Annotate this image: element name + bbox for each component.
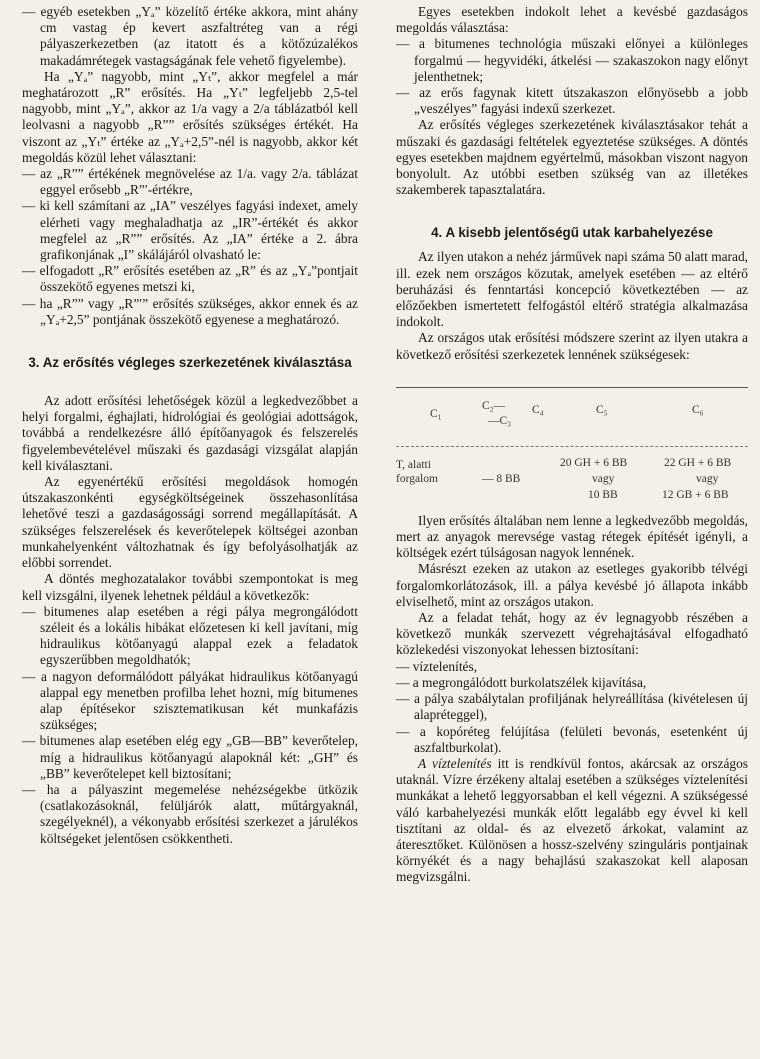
paragraph: Egyes esetekben indokolt lehet a kevésbé gazdaságos megoldás választása: xyxy=(396,4,748,36)
section-heading: 3. Az erősítés végleges szerkezetének kiválasztása xyxy=(28,355,352,371)
cell-c5: vagy xyxy=(592,472,615,485)
table-header xyxy=(396,388,748,446)
cell-c6: 12 GB + 6 BB xyxy=(662,488,729,501)
paragraph: Az a feladat tehát, hogy az év legnagyobb részében a következő munkák szervezett végrehajtásával elfogadható közlekedési viszonyokat lehessen biztosítani: xyxy=(396,610,748,658)
paragraph: Az erősítés végleges szerkezetének kiválasztásakor tehát a műszaki és gazdasági feltételek egyeztetése szükséges. A döntés egyes esetekben majdnem egyértelmű, másokban viszont nagyon bonyolult. Az utóbbi esetben szükség van az illetékes szakemberek tapasztalatára. xyxy=(396,117,748,198)
paragraph: Az adott erősítési lehetőségek közül a legkedvezőbbet a helyi forgalmi, éghajlati, hidrológiai és geológiai adottságok, továbbá a rendelkezésre álló építőanyagok és felszerelés figyelembevételével műszaki és gazdasági vizsgálat alapján kell kiválasztani. xyxy=(22,393,358,473)
list-item: — a pálya szabálytalan profiljának helyreállítása (kivételesen új alapréteggel), xyxy=(396,691,748,723)
header-c6: C₆ xyxy=(692,403,704,416)
list-item: — víztelenítés, xyxy=(396,658,478,674)
list-item: — a bitumenes technológia műszaki előnyei a különleges forgalmú — hegyvidéki, átkelési — szakaszokon nagy előnyt jelenthetnek; xyxy=(396,36,748,84)
cell-c6: vagy xyxy=(696,472,719,485)
header-c1: C₁ xyxy=(430,407,442,420)
paragraph: A döntés meghozatalakor további szempontokat is meg kell vizsgálni, ilyenek lehetnek például a következők: xyxy=(22,571,358,603)
paragraph: Az ilyen utakon a nehéz járművek napi száma 50 alatt marad, ill. ezek nem országos közutak, amelyek esetében — az eltérő beruházási és fenntartási koncepció következtében — az előzőekben ismertetett felfogástól eltérő stratégia alkalmazása indokolt. xyxy=(396,249,748,330)
list-item: — az erős fagynak kitett útszakaszon előnyösebb a jobb „veszélyes” fagyási indexű szerkezet. xyxy=(396,85,748,117)
list-item: — ki kell számítani az „IA” veszélyes fagyási indexet, amely elérheti vagy meghaladhatja az „IR”-értékét és akkor megfelel az „R”” erősítés. Az „IA” értéke a 2. ábra grafikonjának „I” skálájáról olvasható le: xyxy=(22,198,358,263)
list-item: — bitumenes alap esetében elég egy „GB—BB” keverőtelep, míg a hidraulikus kötőanyagú alapoknál két: „GH” és „BB” keverőtelepet kell biztosítani; xyxy=(22,733,358,781)
list-item: — ha „R”” vagy „R”′” erősítés szükséges, akkor ennek és az „Yₐ+2,5” pontjának összekötő egyenese a meghatározó. xyxy=(22,295,358,327)
list-item: — a kopóréteg felújítása (felületi bevonás, esetenként új aszfaltburkolat). xyxy=(396,723,748,755)
list-item: — elfogadott „R” erősítés esetében az „R” és az „Yₐ”pontjait összekötő egyenes metszi ki, xyxy=(22,263,358,295)
list-item: — bitumenes alap esetében a régi pálya megrongálódott széleit és a lokális hibákat előzetesen ki kell javítani, míg hidraulikus kötőanyagú alappal ezek a feladatok egyszerűbben megoldhatók; xyxy=(22,603,358,668)
header-c3: —C₃ xyxy=(488,414,512,427)
list-item: — ha a pályaszint megemelése nehézségekbe ütközik (csatlakozásoknál, felüljárók alatt, műtárgyaknál, szegélyeknél), a vékonyabb erősítési szerkezet a járulékos költségeket jelentősen csökkentheti. xyxy=(22,781,358,846)
list-item: — a megrongálódott burkolatszélek kijavítása, xyxy=(396,674,647,690)
cell-c6: 22 GH + 6 BB xyxy=(664,456,732,469)
section-heading: 4. A kisebb jelentőségű utak karbahelyezése xyxy=(431,225,713,241)
right-column xyxy=(396,4,748,886)
table-row xyxy=(396,447,748,505)
paragraph: Másrészt ezeken az utakon az esetleges gyakoribb télvégi forgalomkorlátozások, ill. a pálya kevésbé jó állapota inkább elviselhető, mint az országos utakon. xyxy=(396,561,748,609)
row-label: T, alatti xyxy=(396,458,431,471)
cell-c5: 10 BB xyxy=(588,488,618,501)
cell-c2: — 8 BB xyxy=(482,472,521,485)
paragraph: — egyéb esetekben „Yₐ” közelítő értéke akkora, mint ahány cm vastag ép kevert aszfaltréteg van a régi pályaszerkezetben (az itatott és a kötőzúzalékos makadámrétegek vastagságának fele vehető figyelembe). xyxy=(22,4,358,68)
header-c4: C₄ xyxy=(532,403,544,416)
header-c5: C₅ xyxy=(596,403,608,416)
paragraph: Az egyenértékű erősítési megoldások homogén útszakaszonkénti egységköltségeinek összehasonlítása lehetővé teszi a gazdaságossági sorrend megállapítását. A szükséges felszerelések és keverőtelepek költségei azonban munkahelyenként változhatnak és így befolyásolhatják az előbbi sorrendet. xyxy=(22,474,358,571)
emphasis: A víztelenítés xyxy=(418,755,492,771)
left-column xyxy=(22,4,358,847)
paragraph: Ha „Yₐ” nagyobb, mint „Yₜ”, akkor megfelel a már meghatározott „R” erősítés. Ha „Yₜ” legfeljebb 2,5-tel nagyobb, mint „Yₐ”, akkor az 1/a vagy a 2/a táblázatból kell leolvasni a nagyobb „R”” erősítés szükséges értékét. Ha viszont az „Yₜ” értéke az „Yₐ+2,5”-nél is nagyobb, akkor két megoldás közül lehet választani: xyxy=(22,68,358,165)
list-item: — a nagyon deformálódott pályákat hidraulikus kötőanyagú alappal egy menetben profilba lehet hozni, míg bitumenes alap építésekor szisztematikusan két munkafázis szükséges; xyxy=(22,668,358,733)
header-c2: C₂— xyxy=(482,399,506,412)
paragraph: Ilyen erősítés általában nem lenne a legkedvezőbb megoldás, mert az anyagok merevsége vastag rétegek építését igényli, a költségek ezért túlságosan nagyok lennének. xyxy=(396,512,748,561)
paragraph-text: itt is rendkívül fontos, akárcsak az országos utaknál. Vízre érzékeny altalaj esetében a szükséges víztelenítési munkákat a lehető leggyorsabban el kell végezni. A szükségessé váló karbahelyezési munkák előtt legalább egy évvel ki kell tisztítani az oldal- és az elvezető árkokat, valamint az áteresztőket. Különösen a hossz-szelvény szinguláris pontjainak környékét és a nagy behajlású szakaszokat kell alaposan megvizsgálni. xyxy=(396,755,748,885)
row-label: forgalom xyxy=(396,472,438,485)
paragraph: Az országos utak erősítési módszere szerint az ilyen utakra a következő erősítési szerkezetek lennének szükségesek: xyxy=(396,330,748,362)
list-item: — az „R”” értékének megnövelése az 1/a. vagy 2/a. táblázat eggyel erősebb „R”′-értékre, xyxy=(22,166,358,198)
cell-c5: 20 GH + 6 BB xyxy=(560,456,628,469)
paragraph xyxy=(396,756,748,886)
reinforcement-table xyxy=(396,387,748,505)
